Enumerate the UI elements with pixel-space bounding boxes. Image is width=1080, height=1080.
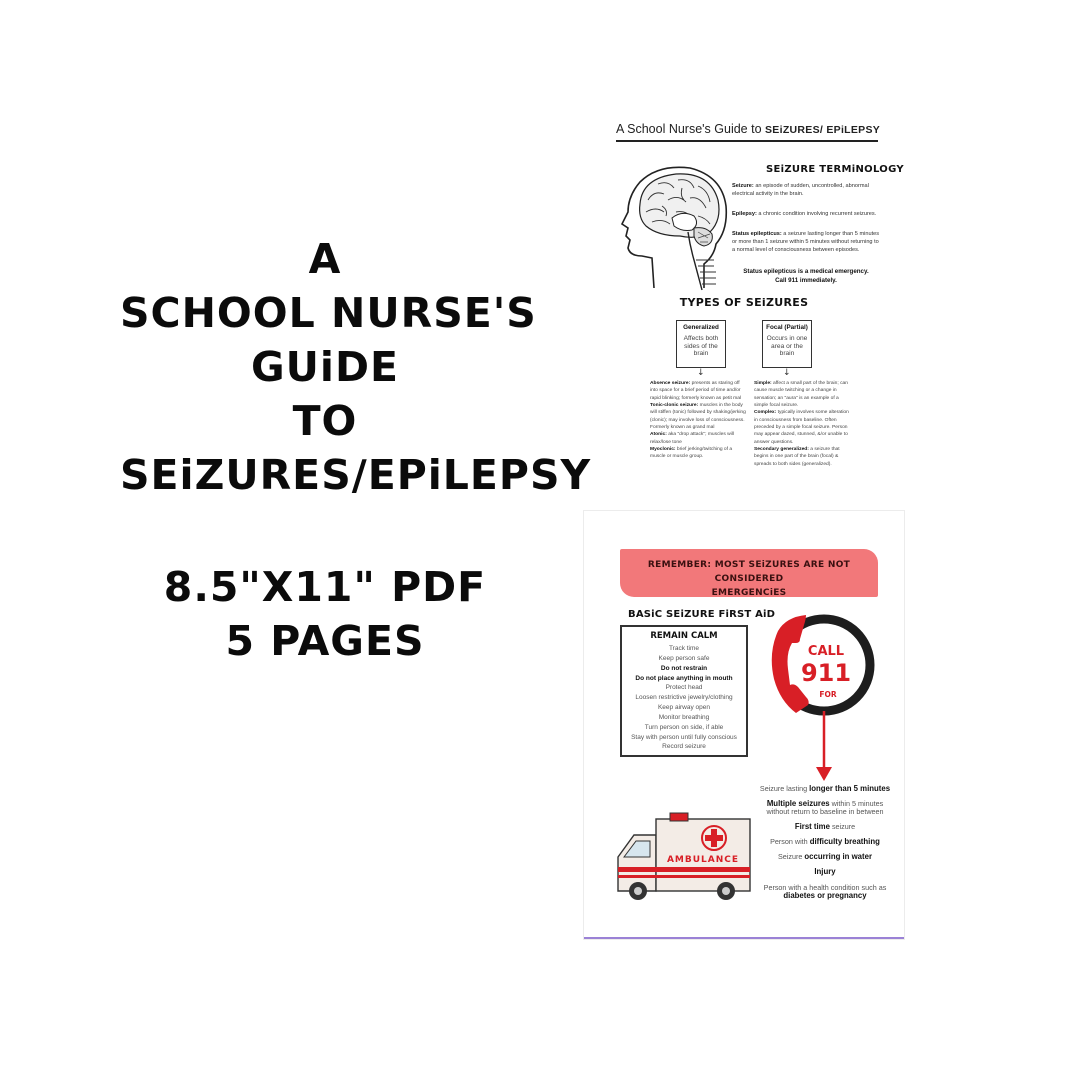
first-aid-item: Loosen restrictive jewelry/clothing — [635, 694, 733, 702]
list-item: Atonic: aka "drop attack"; muscles will relax/lose tone — [650, 432, 734, 445]
reason-multiple-seizures-line2: without return to baseline in between — [766, 807, 884, 816]
format-label: 8.5"X11" PDF — [163, 563, 487, 611]
first-aid-item: Stay with person until fully conscious — [631, 733, 737, 741]
reason-difficulty-breathing: Person with difficulty breathing — [770, 837, 880, 846]
list-item: Simple: affect a small part of the brain; can cause muscle twitching or a change in sensation; an "aura" is an example of a simple focal seizure. — [754, 381, 848, 409]
first-aid-item: Do not restrain — [660, 664, 708, 672]
first-aid-item: Protect head — [665, 684, 703, 692]
down-arrow-icon: ↓ — [783, 368, 791, 378]
remember-banner: REMEMBER: MOST SEiZURES ARE NOT CONSIDERED EMERGENCiES — [620, 549, 878, 597]
remain-calm-title: REMAIN CALM — [650, 631, 718, 641]
generalized-types-list — [650, 380, 746, 461]
reason-longer-than-5: Seizure lasting longer than 5 minutes — [759, 784, 891, 793]
title-line-3: GUiDE — [250, 343, 400, 391]
down-arrow-icon: ↓ — [697, 368, 705, 378]
term-seizure: Seizure: an episode of sudden, uncontrolled, abnormal electrical activity in the brain. — [732, 183, 869, 198]
title-line-1: A — [308, 235, 342, 283]
first-aid-item: Keep airway open — [657, 704, 711, 712]
title-line-2: SCHOOL NURSE'S — [120, 289, 537, 337]
list-item: Complex: typically involves some alteration in consciousness from baseline. Often preceded by a simple focal seizure. Person may appear dazed, stunned, &/or unable to answer questions. — [754, 410, 849, 445]
reason-first-time: First time seizure — [794, 822, 856, 831]
emergency-note: Status epilepticus is a medical emergency. Call 911 immediately. — [743, 268, 869, 284]
ambulance-icon — [614, 811, 754, 903]
page-preview-1 — [596, 108, 904, 488]
call-911-graphic — [766, 609, 876, 785]
focal-types-list — [754, 380, 850, 468]
reason-multiple-seizures: Multiple seizures within 5 minutes — [766, 799, 884, 808]
first-aid-item: Record seizure — [662, 743, 706, 751]
page1-title: A School Nurse's Guide to SEiZURES/ EPiLEPSY — [616, 122, 881, 136]
call-number: 911 — [800, 659, 852, 687]
list-item: Secondary generalized: a seizure that begins in one part of the brain (focal) & spreads to both sides (generalized). — [754, 447, 840, 467]
first-aid-box — [620, 625, 748, 757]
title-line-4: TO — [292, 397, 358, 445]
reason-injury: Injury — [814, 867, 836, 876]
reason-health-condition-line2: diabetes or pregnancy — [783, 891, 867, 900]
page-count-label: 5 PAGES — [225, 617, 425, 665]
first-aid-item: Do not place anything in mouth — [635, 674, 733, 682]
list-item: Myoclonic: brief jerking/twitching of a muscle or muscle group. — [650, 447, 733, 460]
term-epilepsy: Epilepsy: a chronic condition involving recurrent seizures. — [732, 211, 877, 217]
term-status-epilepticus: Status epilepticus: a seizure lasting longer than 5 minutes or more than 1 seizure within 5 minutes without returning to a normal level of consciousness between episodes. — [732, 231, 880, 254]
first-aid-item: Turn person on side, if able — [644, 723, 724, 731]
types-heading: TYPES OF SEiZURES — [679, 296, 809, 309]
page1-title-rule — [616, 140, 878, 142]
brain-head-illustration — [618, 160, 740, 292]
reason-health-condition: Person with a health condition such as — [763, 883, 887, 892]
product-title — [120, 232, 592, 668]
reason-in-water: Seizure occurring in water — [778, 852, 872, 861]
list-item: Absence seizure: presents as staring off into space for a brief period of time and/or rapid blinking; formerly known as petit mal — [650, 381, 742, 401]
terminology-heading: SEiZURE TERMiNOLOGY — [766, 164, 904, 175]
list-item: Tonic-clonic seizure: muscles in the body will stiffen (tonic) followed by shaking/jerking (clonic); may involve loss of consciousness. Formerly known as grand mal — [650, 403, 746, 431]
call-for: FOR — [819, 690, 837, 699]
first-aid-item: Track time — [668, 645, 700, 652]
first-aid-heading: BASiC SEiZURE FiRST AiD — [628, 609, 776, 620]
first-aid-item: Keep person safe — [658, 654, 710, 662]
focal-box: Focal (Partial) Occurs in one area or the brain — [762, 320, 812, 368]
ambulance-label: AMBULANCE — [666, 855, 740, 865]
call-word: CALL — [807, 644, 845, 659]
page-preview-2 — [583, 510, 905, 940]
first-aid-list — [622, 644, 746, 752]
page2-bottom-rule — [584, 937, 904, 939]
title-line-5: SEiZURES/EPiLEPSY — [120, 451, 592, 499]
first-aid-item: Monitor breathing — [658, 713, 710, 721]
generalized-box: Generalized Affects both sides of the brain — [676, 320, 726, 368]
